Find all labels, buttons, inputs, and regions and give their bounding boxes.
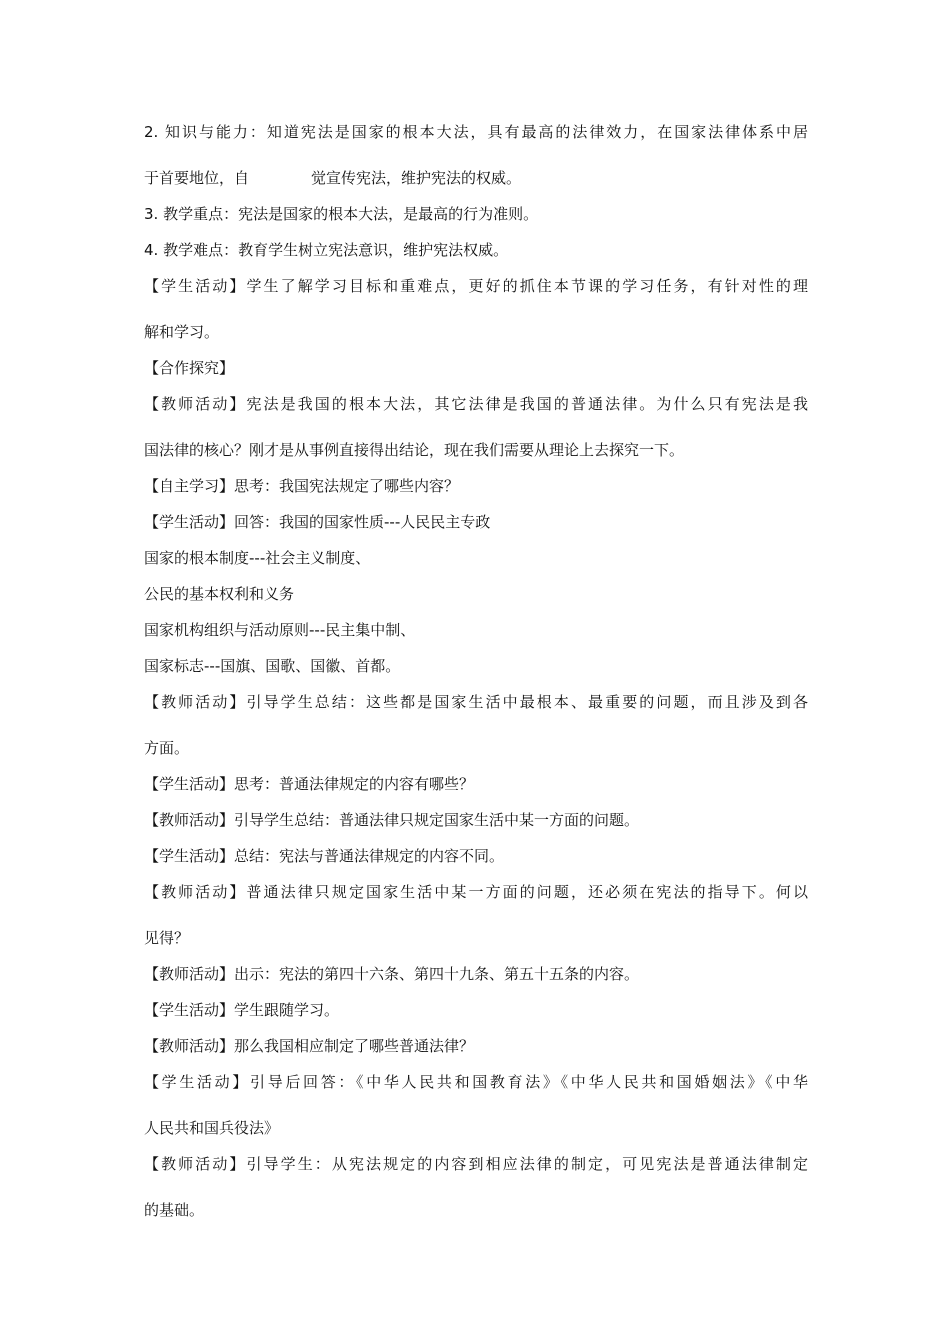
teacher-activity-line-2: 国法律的核心？刚才是从事例直接得出结论，现在我们需要从理论上去探究一下。 [144,441,685,459]
teacher-show-articles: 【教师活动】出示：宪法的第四十六条、第四十九条、第五十五条的内容。 [144,965,640,983]
student-activity-line-1: 【学生活动】学生了解学习目标和重难点，更好的抓住本节课的学习任务，有针对性的理 [144,277,808,295]
answer-state-symbols: 国家标志---国旗、国歌、国徽、首都。 [144,657,401,675]
teacher-final-line-2: 的基础。 [144,1201,205,1219]
student-answer-state-nature: 【学生活动】回答：我国的国家性质---人民民主专政 [144,513,491,531]
objective-knowledge-line-1: 2. 知识与能力：知道宪法是国家的根本大法，具有最高的法律效力，在国家法律体系中居 [144,123,808,141]
answer-state-organs: 国家机构组织与活动原则---民主集中制、 [144,621,416,639]
section-heading-cooperative-inquiry: 【合作探究】 [144,359,235,377]
self-study-question: 【自主学习】思考：我国宪法规定了哪些内容？ [144,477,460,495]
student-follow: 【学生活动】学生跟随学习。 [144,1001,340,1019]
objective-knowledge-text-a: 于首要地位，自 [144,169,250,187]
teacher-activity-line-1: 【教师活动】宪法是我国的根本大法，其它法律是我国的普通法律。为什么只有宪法是我 [144,395,808,413]
teacher-summary-line-2: 方面。 [144,739,190,757]
answer-citizen-rights: 公民的基本权利和义务 [144,585,295,603]
teacher-summary-ordinary-law: 【教师活动】引导学生总结：普通法律只规定国家生活中某一方面的问题。 [144,811,640,829]
teacher-summary-line-1: 【教师活动】引导学生总结：这些都是国家生活中最根本、最重要的问题，而且涉及到各 [144,693,808,711]
student-conclusion: 【学生活动】总结：宪法与普通法律规定的内容不同。 [144,847,505,865]
teacher-guidance-line-2: 见得？ [144,929,190,947]
document-body [144,122,808,1220]
teaching-key-point: 3. 教学重点：宪法是国家的根本大法，是最高的行为准则。 [144,205,539,223]
teacher-guidance-line-1: 【教师活动】普通法律只规定国家生活中某一方面的问题，还必须在宪法的指导下。何以 [144,883,808,901]
teacher-final-line-1: 【教师活动】引导学生：从宪法规定的内容到相应法律的制定，可见宪法是普通法律制定 [144,1155,808,1173]
objective-knowledge-line-2 [144,168,808,188]
teacher-question-laws: 【教师活动】那么我国相应制定了哪些普通法律？ [144,1037,475,1055]
teaching-difficulty: 4. 教学难点：教育学生树立宪法意识，维护宪法权威。 [144,241,509,259]
student-answer-laws-line-1: 【学生活动】引导后回答：《中华人民共和国教育法》《中华人民共和国婚姻法》《中华 [144,1073,808,1091]
student-think-ordinary-law: 【学生活动】思考：普通法律规定的内容有哪些？ [144,775,475,793]
answer-fundamental-system: 国家的根本制度---社会主义制度、 [144,549,371,567]
student-activity-line-2: 解和学习。 [144,323,220,341]
student-answer-laws-line-2: 人民共和国兵役法》 [144,1119,280,1137]
objective-knowledge-text-b: 觉宣传宪法，维护宪法的权威。 [311,169,522,187]
